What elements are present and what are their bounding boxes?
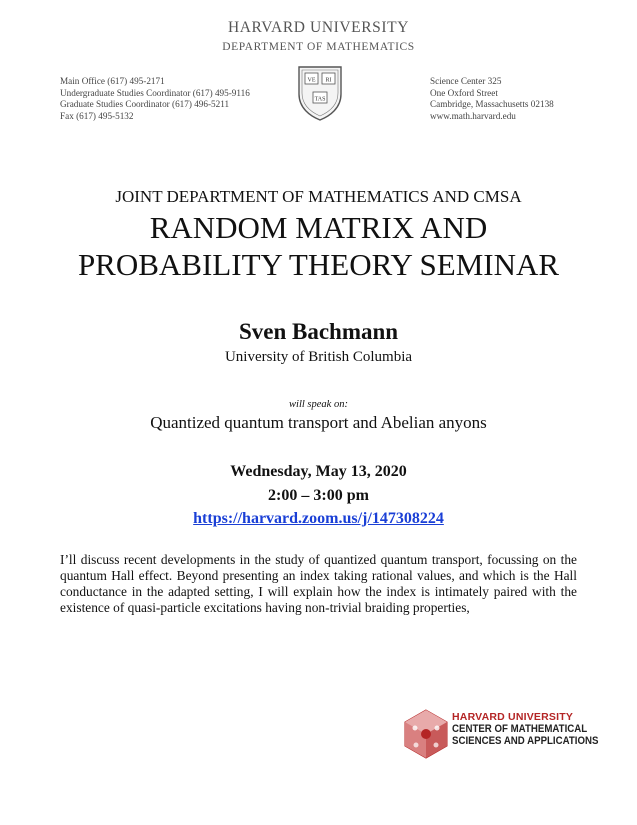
seminar-title-line2: PROBABILITY THEORY SEMINAR <box>77 247 560 282</box>
contact-block-right <box>430 76 554 122</box>
website-line: www.math.harvard.edu <box>430 110 516 121</box>
talk-title: Quantized quantum transport and Abelian anyons <box>150 413 487 432</box>
address-line: Science Center 325 <box>430 76 502 86</box>
abstract-text: I’ll discuss recent developments in the study of quantized quantum transport, focussing on the quantum Hall effect. Beyond presenting an index taking rational values, and which is the Hall conductance in the adapted setting, I will explain how the index is intimately paired with the existence of quasi-particle excitations having non-trivial braiding properties, <box>60 552 577 615</box>
shield-text-tas: TAS <box>314 96 326 103</box>
will-speak-label: will speak on: <box>289 399 348 410</box>
contact-line: Fax (617) 495-5132 <box>60 110 134 121</box>
event-time: 2:00 – 3:00 pm <box>268 487 369 504</box>
cmsa-line1: HARVARD UNIVERSITY <box>452 711 574 723</box>
cmsa-cube-logo <box>402 708 450 760</box>
contact-line: Undergraduate Studies Coordinator (617) 495-9116 <box>60 87 250 98</box>
contact-line: Graduate Studies Coordinator (617) 496-5211 <box>60 99 230 110</box>
contact-line: Main Office (617) 495-2171 <box>60 76 165 86</box>
cmsa-line3: SCIENCES AND APPLICATIONS <box>452 735 599 748</box>
seminar-title <box>0 209 637 283</box>
zoom-link[interactable]: https://harvard.zoom.us/j/147308224 <box>193 510 444 527</box>
department-name: DEPARTMENT OF MATHEMATICS <box>222 41 415 53</box>
address-line: Cambridge, Massachusetts 02138 <box>430 99 554 110</box>
speaker-affiliation: University of British Columbia <box>224 349 413 365</box>
joint-heading: JOINT DEPARTMENT OF MATHEMATICS AND CMSA <box>115 187 522 206</box>
shield-text-ve: VE <box>307 77 316 84</box>
contact-block-left <box>60 76 250 122</box>
shield-text-ri: RI <box>325 77 332 84</box>
event-date: Wednesday, May 13, 2020 <box>230 463 407 480</box>
address-line: One Oxford Street <box>430 87 498 98</box>
seminar-title-line1: RANDOM MATRIX AND <box>149 210 488 245</box>
cmsa-line2: CENTER OF MATHEMATICAL <box>452 723 588 735</box>
speaker-name: Sven Bachmann <box>238 319 399 344</box>
cmsa-wordmark <box>452 711 618 748</box>
harvard-shield-logo <box>296 64 344 122</box>
university-name: HARVARD UNIVERSITY <box>227 19 410 36</box>
